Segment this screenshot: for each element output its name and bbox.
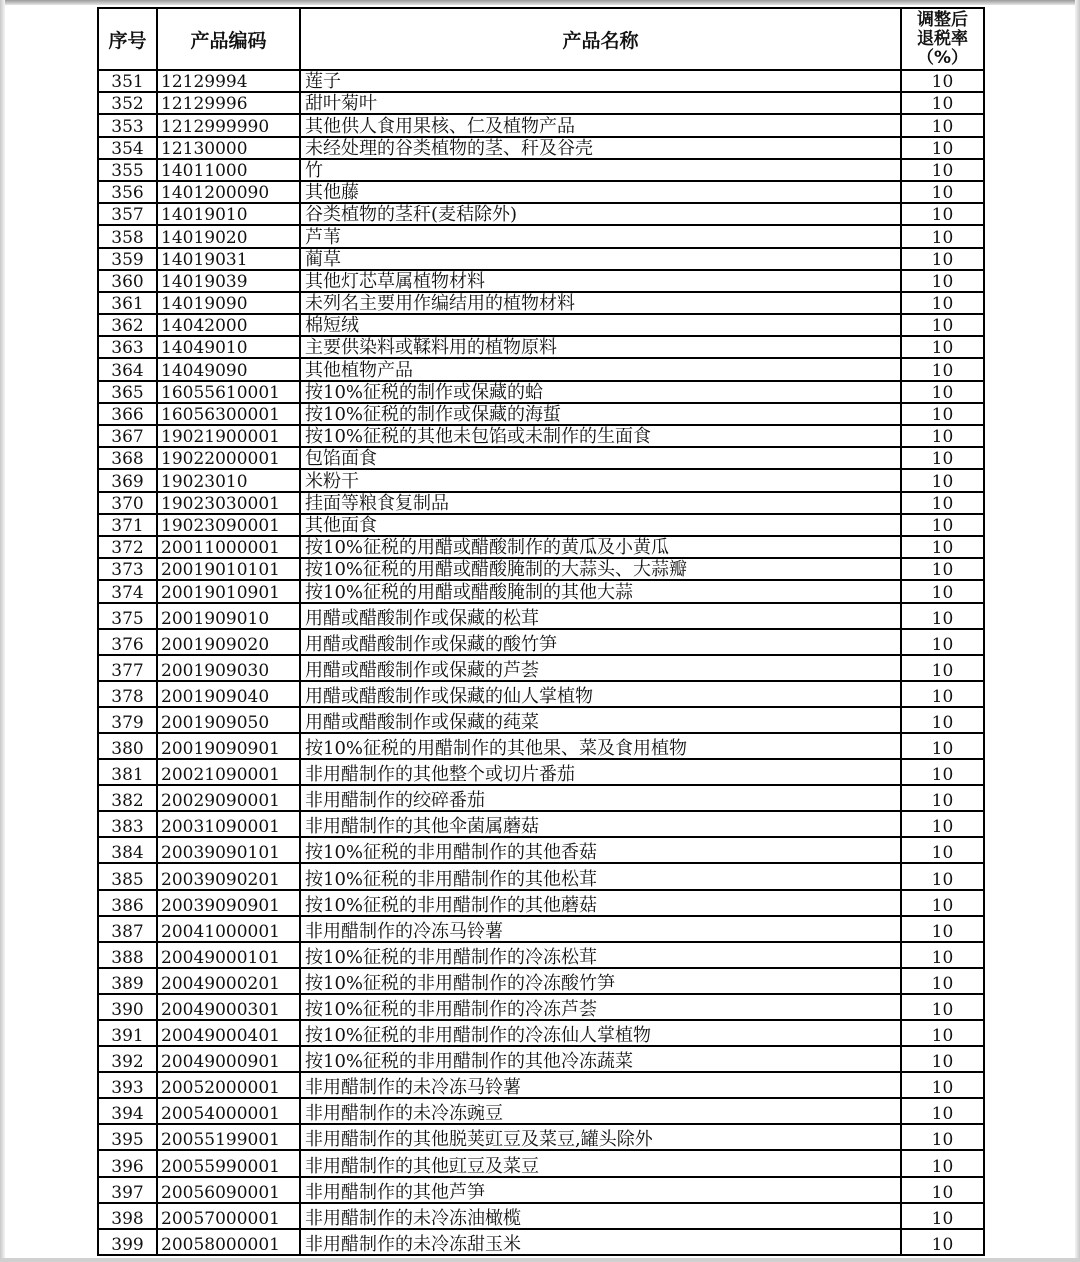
table-row [98, 248, 984, 270]
window-right-edge [1075, 0, 1080, 1262]
cell-seq: 384 [98, 837, 157, 863]
table-row [98, 785, 984, 811]
cell-name: 按10%征税的其他未包馅或未制作的生面食 [300, 425, 901, 447]
cell-code: 20049000101 [157, 942, 300, 968]
cell-seq: 359 [98, 248, 157, 270]
table-row [98, 707, 984, 733]
table-row [98, 514, 984, 536]
cell-rate: 10 [901, 270, 984, 292]
cell-name: 谷类植物的茎秆(麦秸除外) [300, 203, 901, 225]
cell-code: 14019090 [157, 292, 300, 314]
table-row [98, 580, 984, 602]
cell-name: 未经处理的谷类植物的茎、秆及谷壳 [300, 137, 901, 159]
cell-name: 其他供人食用果核、仁及植物产品 [300, 114, 901, 136]
table-row [98, 381, 984, 403]
cell-name: 芦苇 [300, 225, 901, 247]
cell-rate: 10 [901, 916, 984, 942]
table-row [98, 994, 984, 1020]
cell-rate: 10 [901, 314, 984, 336]
window-top-edge [0, 0, 1080, 5]
cell-seq: 365 [98, 381, 157, 403]
cell-rate: 10 [901, 381, 984, 403]
cell-code: 19021900001 [157, 425, 300, 447]
cell-seq: 354 [98, 137, 157, 159]
cell-code: 20055199001 [157, 1124, 300, 1150]
cell-rate: 10 [901, 159, 984, 181]
table-row [98, 425, 984, 447]
cell-rate: 10 [901, 336, 984, 358]
cell-seq: 361 [98, 292, 157, 314]
cell-seq: 389 [98, 968, 157, 994]
cell-name: 按10%征税的制作或保藏的蛤 [300, 381, 901, 403]
cell-rate: 10 [901, 890, 984, 916]
cell-code: 14049010 [157, 336, 300, 358]
cell-code: 2001909040 [157, 681, 300, 707]
cell-name: 按10%征税的非用醋制作的其他香菇 [300, 837, 901, 863]
cell-rate: 10 [901, 1150, 984, 1176]
cell-code: 14049090 [157, 358, 300, 380]
cell-rate: 10 [901, 114, 984, 136]
cell-code: 20039090901 [157, 890, 300, 916]
cell-rate: 10 [901, 514, 984, 536]
cell-seq: 363 [98, 336, 157, 358]
cell-seq: 362 [98, 314, 157, 336]
table-row [98, 469, 984, 491]
cell-code: 20057000001 [157, 1203, 300, 1229]
cell-name: 非用醋制作的未冷冻豌豆 [300, 1098, 901, 1124]
table-row [98, 536, 984, 558]
table-row [98, 1229, 984, 1255]
cell-seq: 357 [98, 203, 157, 225]
cell-code: 20055990001 [157, 1150, 300, 1176]
cell-name: 按10%征税的非用醋制作的其他蘑菇 [300, 890, 901, 916]
cell-name: 按10%征税的非用醋制作的其他冷冻蔬菜 [300, 1046, 901, 1072]
table-row [98, 159, 984, 181]
cell-name: 蔺草 [300, 248, 901, 270]
table-row [98, 890, 984, 916]
cell-name: 主要供染料或鞣料用的植物原料 [300, 336, 901, 358]
cell-code: 12129996 [157, 92, 300, 114]
cell-seq: 393 [98, 1072, 157, 1098]
cell-seq: 367 [98, 425, 157, 447]
header-row [98, 8, 984, 70]
cell-code: 20021090001 [157, 759, 300, 785]
cell-name: 非用醋制作的冷冻马铃薯 [300, 916, 901, 942]
cell-seq: 351 [98, 70, 157, 92]
table-row [98, 270, 984, 292]
cell-name: 用醋或醋酸制作或保藏的莼菜 [300, 707, 901, 733]
cell-code: 20049000401 [157, 1020, 300, 1046]
cell-code: 14019020 [157, 225, 300, 247]
cell-name: 用醋或醋酸制作或保藏的仙人掌植物 [300, 681, 901, 707]
table-row [98, 681, 984, 707]
cell-rate: 10 [901, 137, 984, 159]
cell-name: 甜叶菊叶 [300, 92, 901, 114]
table-body [98, 70, 984, 1255]
table-row [98, 759, 984, 785]
table-row [98, 1020, 984, 1046]
table-row [98, 314, 984, 336]
cell-rate: 10 [901, 942, 984, 968]
cell-rate: 10 [901, 655, 984, 681]
table-row [98, 403, 984, 425]
cell-name: 竹 [300, 159, 901, 181]
cell-seq: 355 [98, 159, 157, 181]
cell-name: 用醋或醋酸制作或保藏的芦荟 [300, 655, 901, 681]
cell-seq: 387 [98, 916, 157, 942]
table-row [98, 447, 984, 469]
cell-rate: 10 [901, 248, 984, 270]
cell-name: 其他藤 [300, 181, 901, 203]
cell-name: 按10%征税的用醋或醋酸制作的黄瓜及小黄瓜 [300, 536, 901, 558]
table-row [98, 92, 984, 114]
cell-code: 20049000901 [157, 1046, 300, 1072]
cell-code: 2001909020 [157, 629, 300, 655]
table-row [98, 181, 984, 203]
cell-rate: 10 [901, 811, 984, 837]
window-bottom-edge [0, 1258, 1080, 1262]
cell-rate: 10 [901, 447, 984, 469]
table-row [98, 358, 984, 380]
cell-seq: 353 [98, 114, 157, 136]
cell-code: 20056090001 [157, 1177, 300, 1203]
table-row [98, 603, 984, 629]
cell-rate: 10 [901, 629, 984, 655]
cell-code: 19023030001 [157, 492, 300, 514]
cell-seq: 370 [98, 492, 157, 514]
cell-rate: 10 [901, 1177, 984, 1203]
cell-seq: 352 [98, 92, 157, 114]
cell-code: 14011000 [157, 159, 300, 181]
header-seq: 序号 [98, 8, 157, 70]
table-row [98, 114, 984, 136]
cell-seq: 368 [98, 447, 157, 469]
cell-rate: 10 [901, 1020, 984, 1046]
table-row [98, 1072, 984, 1098]
window-left-edge [0, 0, 5, 1262]
cell-name: 按10%征税的非用醋制作的冷冻仙人掌植物 [300, 1020, 901, 1046]
table-row [98, 1046, 984, 1072]
table-row [98, 1098, 984, 1124]
cell-code: 14019039 [157, 270, 300, 292]
cell-rate: 10 [901, 603, 984, 629]
cell-seq: 395 [98, 1124, 157, 1150]
cell-rate: 10 [901, 536, 984, 558]
cell-code: 12130000 [157, 137, 300, 159]
cell-rate: 10 [901, 70, 984, 92]
cell-rate: 10 [901, 92, 984, 114]
cell-name: 棉短绒 [300, 314, 901, 336]
cell-name: 非用醋制作的未冷冻油橄榄 [300, 1203, 901, 1229]
cell-seq: 364 [98, 358, 157, 380]
cell-rate: 10 [901, 759, 984, 785]
cell-rate: 10 [901, 681, 984, 707]
cell-code: 16055610001 [157, 381, 300, 403]
table-row [98, 942, 984, 968]
cell-rate: 10 [901, 492, 984, 514]
cell-rate: 10 [901, 469, 984, 491]
cell-code: 20049000201 [157, 968, 300, 994]
cell-name: 非用醋制作的其他伞菌属蘑菇 [300, 811, 901, 837]
cell-code: 1401200090 [157, 181, 300, 203]
cell-seq: 374 [98, 580, 157, 602]
header-name: 产品名称 [300, 8, 901, 70]
cell-seq: 383 [98, 811, 157, 837]
cell-name: 按10%征税的用醋或醋酸腌制的其他大蒜 [300, 580, 901, 602]
cell-name: 非用醋制作的其他芦笋 [300, 1177, 901, 1203]
cell-name: 按10%征税的非用醋制作的其他松茸 [300, 863, 901, 889]
cell-seq: 398 [98, 1203, 157, 1229]
cell-code: 2001909050 [157, 707, 300, 733]
cell-name: 非用醋制作的其他豇豆及菜豆 [300, 1150, 901, 1176]
table-row [98, 70, 984, 92]
cell-code: 12129994 [157, 70, 300, 92]
cell-name: 其他面食 [300, 514, 901, 536]
table-row [98, 1150, 984, 1176]
cell-name: 按10%征税的非用醋制作的冷冻酸竹笋 [300, 968, 901, 994]
cell-seq: 372 [98, 536, 157, 558]
cell-code: 20011000001 [157, 536, 300, 558]
cell-name: 非用醋制作的绞碎番茄 [300, 785, 901, 811]
cell-seq: 385 [98, 863, 157, 889]
cell-code: 2001909030 [157, 655, 300, 681]
table-row [98, 492, 984, 514]
cell-rate: 10 [901, 733, 984, 759]
cell-rate: 10 [901, 580, 984, 602]
table-row [98, 968, 984, 994]
cell-rate: 10 [901, 968, 984, 994]
cell-seq: 380 [98, 733, 157, 759]
cell-seq: 382 [98, 785, 157, 811]
cell-code: 20039090201 [157, 863, 300, 889]
cell-seq: 371 [98, 514, 157, 536]
cell-code: 14019031 [157, 248, 300, 270]
cell-name: 非用醋制作的其他脱荚豇豆及菜豆,罐头除外 [300, 1124, 901, 1150]
cell-rate: 10 [901, 1229, 984, 1255]
cell-seq: 373 [98, 558, 157, 580]
cell-code: 20019090901 [157, 733, 300, 759]
cell-name: 挂面等粮食复制品 [300, 492, 901, 514]
table-row [98, 916, 984, 942]
cell-seq: 394 [98, 1098, 157, 1124]
cell-code: 20019010101 [157, 558, 300, 580]
cell-rate: 10 [901, 1203, 984, 1229]
cell-seq: 390 [98, 994, 157, 1020]
cell-rate: 10 [901, 1098, 984, 1124]
table-row [98, 629, 984, 655]
cell-rate: 10 [901, 425, 984, 447]
table-row [98, 137, 984, 159]
cell-rate: 10 [901, 837, 984, 863]
cell-code: 20041000001 [157, 916, 300, 942]
cell-rate: 10 [901, 994, 984, 1020]
table-row [98, 1177, 984, 1203]
cell-seq: 379 [98, 707, 157, 733]
cell-seq: 381 [98, 759, 157, 785]
cell-seq: 375 [98, 603, 157, 629]
tax-rebate-table [97, 7, 985, 1256]
cell-rate: 10 [901, 1072, 984, 1098]
header-rate-line3: （%） [916, 47, 969, 68]
cell-seq: 376 [98, 629, 157, 655]
cell-seq: 369 [98, 469, 157, 491]
cell-name: 未列名主要用作编结用的植物材料 [300, 292, 901, 314]
cell-rate: 10 [901, 358, 984, 380]
table-row [98, 811, 984, 837]
cell-name: 按10%征税的非用醋制作的冷冻芦荟 [300, 994, 901, 1020]
cell-name: 包馅面食 [300, 447, 901, 469]
cell-rate: 10 [901, 1046, 984, 1072]
cell-seq: 377 [98, 655, 157, 681]
cell-name: 非用醋制作的未冷冻马铃薯 [300, 1072, 901, 1098]
cell-code: 20029090001 [157, 785, 300, 811]
cell-code: 20019010901 [157, 580, 300, 602]
table-row [98, 733, 984, 759]
table-row [98, 1124, 984, 1150]
cell-name: 非用醋制作的未冷冻甜玉米 [300, 1229, 901, 1255]
table-row [98, 203, 984, 225]
cell-rate: 10 [901, 292, 984, 314]
table-row [98, 292, 984, 314]
cell-seq: 366 [98, 403, 157, 425]
cell-rate: 10 [901, 225, 984, 247]
cell-name: 用醋或醋酸制作或保藏的松茸 [300, 603, 901, 629]
cell-rate: 10 [901, 785, 984, 811]
cell-rate: 10 [901, 863, 984, 889]
table-row [98, 1203, 984, 1229]
cell-seq: 391 [98, 1020, 157, 1046]
header-rate [901, 8, 984, 70]
cell-rate: 10 [901, 403, 984, 425]
cell-name: 按10%征税的用醋或醋酸腌制的大蒜头、大蒜瓣 [300, 558, 901, 580]
cell-seq: 396 [98, 1150, 157, 1176]
cell-name: 米粉干 [300, 469, 901, 491]
cell-seq: 378 [98, 681, 157, 707]
cell-name: 非用醋制作的其他整个或切片番茄 [300, 759, 901, 785]
cell-name: 用醋或醋酸制作或保藏的酸竹笋 [300, 629, 901, 655]
cell-seq: 356 [98, 181, 157, 203]
cell-code: 19023010 [157, 469, 300, 491]
cell-code: 14019010 [157, 203, 300, 225]
cell-seq: 399 [98, 1229, 157, 1255]
header-rate-line1: 调整后 [917, 9, 968, 30]
table-row [98, 863, 984, 889]
table-row [98, 558, 984, 580]
header-rate-line2: 退税率 [917, 28, 968, 49]
cell-name: 其他灯芯草属植物材料 [300, 270, 901, 292]
cell-code: 20054000001 [157, 1098, 300, 1124]
cell-code: 16056300001 [157, 403, 300, 425]
cell-name: 按10%征税的用醋制作的其他果、菜及食用植物 [300, 733, 901, 759]
table-row [98, 655, 984, 681]
cell-seq: 386 [98, 890, 157, 916]
table-row [98, 225, 984, 247]
cell-code: 20031090001 [157, 811, 300, 837]
cell-rate: 10 [901, 181, 984, 203]
cell-code: 1212999990 [157, 114, 300, 136]
cell-seq: 388 [98, 942, 157, 968]
cell-seq: 392 [98, 1046, 157, 1072]
cell-name: 其他植物产品 [300, 358, 901, 380]
cell-rate: 10 [901, 707, 984, 733]
cell-name: 按10%征税的非用醋制作的冷冻松茸 [300, 942, 901, 968]
cell-code: 19023090001 [157, 514, 300, 536]
cell-code: 20049000301 [157, 994, 300, 1020]
cell-code: 19022000001 [157, 447, 300, 469]
table-row [98, 837, 984, 863]
cell-code: 20058000001 [157, 1229, 300, 1255]
cell-rate: 10 [901, 203, 984, 225]
table-row [98, 336, 984, 358]
cell-name: 莲子 [300, 70, 901, 92]
cell-seq: 360 [98, 270, 157, 292]
cell-code: 20039090101 [157, 837, 300, 863]
cell-code: 20052000001 [157, 1072, 300, 1098]
cell-seq: 397 [98, 1177, 157, 1203]
cell-rate: 10 [901, 558, 984, 580]
cell-code: 2001909010 [157, 603, 300, 629]
table-header [98, 8, 984, 70]
cell-seq: 358 [98, 225, 157, 247]
cell-name: 按10%征税的制作或保藏的海蜇 [300, 403, 901, 425]
header-code: 产品编码 [157, 8, 300, 70]
cell-code: 14042000 [157, 314, 300, 336]
cell-rate: 10 [901, 1124, 984, 1150]
